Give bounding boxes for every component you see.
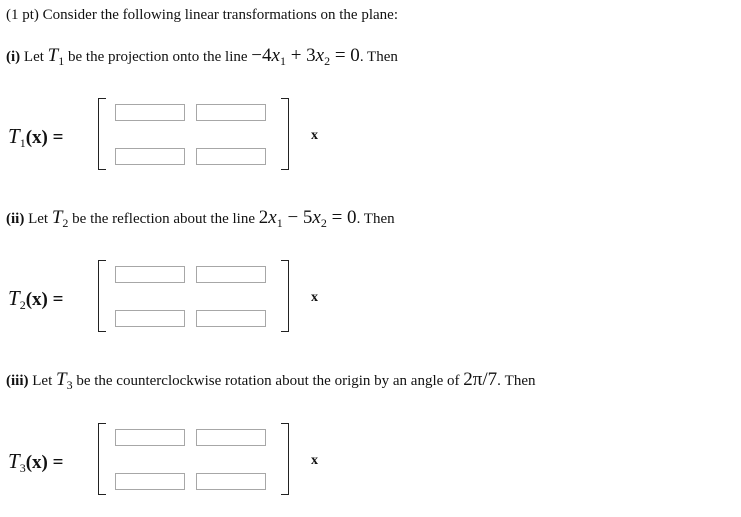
lhs-T-letter: T xyxy=(8,449,20,473)
coef-op: − 5 xyxy=(287,207,313,228)
matrix-entry-1-1[interactable] xyxy=(115,104,185,121)
lhs-T-letter: T xyxy=(8,286,20,310)
let-text: Let xyxy=(32,373,53,389)
equation-rhs: = 0 xyxy=(334,45,360,66)
lhs-T-subscript: 2 xyxy=(19,298,26,312)
equation-rhs: = 0 xyxy=(331,207,357,228)
lhs-T3 xyxy=(8,449,63,476)
lhs-T-subscript: 3 xyxy=(19,461,26,475)
T-letter: T xyxy=(47,45,59,66)
x-subscript-1: 1 xyxy=(276,216,283,230)
matrix-entry-2-1[interactable] xyxy=(115,310,185,327)
angle-numerator: 2π xyxy=(463,369,483,390)
then-text: . Then xyxy=(497,373,536,389)
matrix-entry-2-1[interactable] xyxy=(115,148,185,165)
lhs-T1 xyxy=(8,124,63,151)
transform-symbol xyxy=(48,45,65,66)
left-bracket xyxy=(98,260,106,332)
description-text: be the reflection about the line xyxy=(72,211,255,227)
matrix-entry-1-2[interactable] xyxy=(196,429,266,446)
lhs-argument: (x) = xyxy=(25,127,64,148)
then-text: . Then xyxy=(359,49,398,65)
matrix-entry-1-1[interactable] xyxy=(115,429,185,446)
problem-header: (1 pt) Consider the following linear transformations on the plane: xyxy=(6,7,398,23)
part-label: (ii) xyxy=(6,211,25,227)
x-subscript-2: 2 xyxy=(320,216,327,230)
rotation-angle xyxy=(463,369,497,390)
matrix-entry-2-2[interactable] xyxy=(196,310,266,327)
x-subscript-2: 2 xyxy=(324,54,331,68)
part-iii-statement xyxy=(6,369,536,393)
let-text: Let xyxy=(28,211,49,227)
T-letter: T xyxy=(51,207,63,228)
right-bracket xyxy=(281,260,289,332)
left-bracket xyxy=(98,423,106,495)
x-subscript-1: 1 xyxy=(279,54,286,68)
description-text: be the counterclockwise rotation about the origin by an angle of xyxy=(76,373,460,389)
matrix-entry-2-1[interactable] xyxy=(115,473,185,490)
coef-a: 2 xyxy=(258,207,269,228)
matrix-entry-1-2[interactable] xyxy=(196,266,266,283)
angle-slash: / xyxy=(482,369,488,390)
transform-symbol xyxy=(56,369,73,390)
matrix-entry-2-2[interactable] xyxy=(196,148,266,165)
lhs-argument: (x) = xyxy=(25,289,64,310)
description-text: be the projection onto the line xyxy=(68,49,248,65)
T-subscript: 1 xyxy=(58,54,65,68)
vector-x-label: x xyxy=(311,453,318,468)
right-bracket xyxy=(281,423,289,495)
lhs-T2 xyxy=(8,286,63,313)
lhs-T-subscript: 1 xyxy=(19,136,26,150)
matrix-entry-2-2[interactable] xyxy=(196,473,266,490)
let-text: Let xyxy=(23,49,44,65)
T-subscript: 2 xyxy=(62,216,69,230)
lhs-T-letter: T xyxy=(8,124,20,148)
part-label: (i) xyxy=(6,49,21,65)
left-bracket xyxy=(98,98,106,170)
part-ii-statement xyxy=(6,207,395,231)
lhs-argument: (x) = xyxy=(25,452,64,473)
part-label: (iii) xyxy=(6,373,29,389)
vector-x-label: x xyxy=(311,290,318,305)
T-letter: T xyxy=(56,369,67,390)
part-i-statement xyxy=(6,45,398,69)
angle-denominator: 7 xyxy=(487,369,498,390)
T-subscript: 3 xyxy=(66,378,73,392)
line-equation: $2x_1 - 5x_2 = 0$ xyxy=(258,207,357,230)
transform-symbol xyxy=(52,207,69,228)
then-text: . Then xyxy=(356,211,395,227)
coef-op: + 3 xyxy=(290,45,316,66)
matrix-entry-1-1[interactable] xyxy=(115,266,185,283)
line-equation: $-4x_1 + 3x_2 = 0$ xyxy=(251,45,360,68)
coef-a: −4 xyxy=(251,45,272,66)
matrix-entry-1-2[interactable] xyxy=(196,104,266,121)
vector-x-label: x xyxy=(311,128,318,143)
right-bracket xyxy=(281,98,289,170)
